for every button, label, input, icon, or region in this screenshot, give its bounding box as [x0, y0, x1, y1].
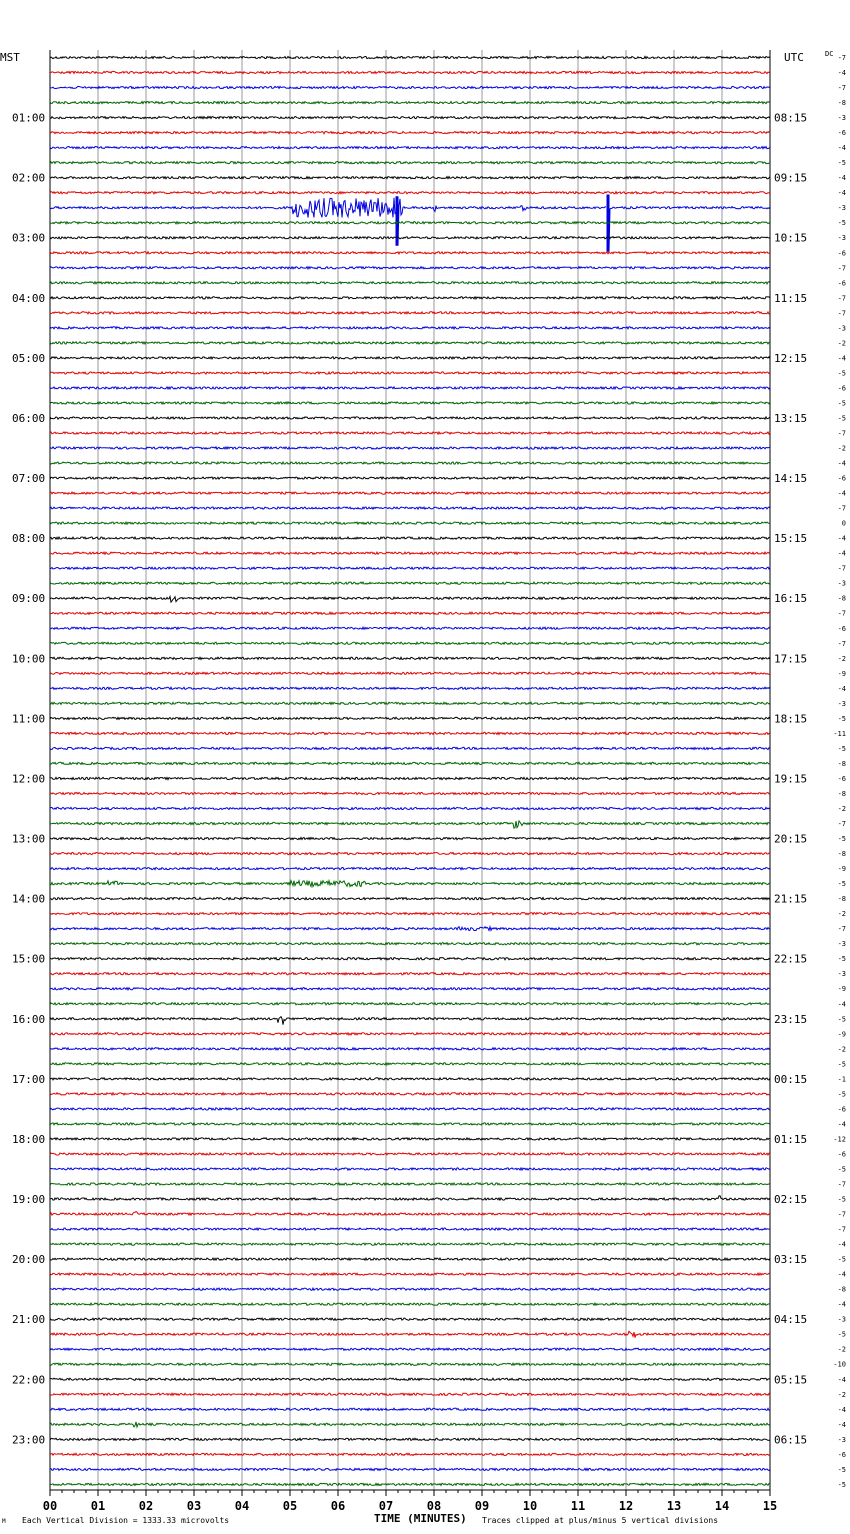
dc-offset-label: -3	[837, 1435, 846, 1444]
dc-offset-label: -5	[837, 369, 846, 378]
dc-offset-label: -7	[837, 639, 846, 648]
dc-offset-label: -7	[837, 820, 846, 829]
mst-label: MST	[0, 51, 20, 64]
dc-offset-label: -2	[837, 805, 846, 813]
utc-hour-label: 02:15	[774, 1193, 808, 1207]
mst-hour-label: 04:00	[12, 291, 46, 305]
dc-offset-label: -5	[837, 1165, 846, 1174]
utc-hour-label: 01:15	[774, 1132, 808, 1146]
dc-offset-label: -5	[837, 1480, 846, 1489]
dc-offset-label: -8	[837, 789, 846, 798]
dc-offset-label: -4	[837, 684, 846, 693]
utc-label: UTC	[784, 51, 804, 64]
dc-offset-label: -4	[837, 549, 846, 558]
mst-hour-label: 20:00	[12, 1253, 46, 1267]
dc-offset-label: -2	[837, 1390, 846, 1399]
mst-hour-label: 16:00	[12, 1012, 46, 1026]
dc-offset-label: -7	[837, 925, 846, 934]
utc-hour-label: 06:15	[774, 1433, 808, 1447]
dc-offset-label: -3	[837, 579, 846, 588]
dc-offset-label: -5	[837, 159, 846, 168]
utc-hour-label: 08:15	[774, 111, 808, 125]
dc-offset-label: -1	[837, 1075, 846, 1084]
utc-hour-label: 14:15	[774, 472, 808, 486]
mst-hour-label: 17:00	[12, 1072, 46, 1086]
utc-hour-label: 21:15	[774, 892, 808, 906]
x-tick-label: 12	[618, 1499, 634, 1513]
dc-offset-label: -4	[837, 1375, 846, 1384]
dc-offset-label: -3	[837, 204, 846, 213]
dc-offset-label: -5	[837, 1060, 846, 1069]
dc-offset-label: -5	[837, 880, 846, 889]
dc-offset-label: -4	[837, 1420, 846, 1429]
dc-label: DC	[825, 50, 834, 58]
dc-offset-label: -7	[837, 1180, 846, 1189]
dc-offset-label: -5	[837, 219, 846, 228]
mst-hour-label: 18:00	[12, 1132, 46, 1146]
x-tick-label: 00	[42, 1499, 58, 1513]
dc-offset-label: -2	[837, 1345, 846, 1354]
dc-offset-label: -4	[837, 1000, 846, 1009]
utc-hour-label: 05:15	[774, 1373, 808, 1387]
x-tick-label: 06	[330, 1499, 346, 1513]
dc-offset-label: -7	[837, 609, 846, 618]
mst-hour-label: 21:00	[12, 1313, 46, 1327]
dc-offset-label: -4	[837, 174, 846, 183]
x-tick-label: 11	[570, 1499, 586, 1513]
dc-offset-label: -9	[837, 669, 846, 678]
utc-hour-label: 04:15	[774, 1313, 808, 1327]
dc-offset-label: -6	[837, 474, 846, 483]
dc-offset-label: -10	[833, 1360, 846, 1369]
mst-hour-label: 03:00	[12, 231, 46, 245]
mst-hour-label: 14:00	[12, 892, 46, 906]
dc-offset-label: -2	[837, 910, 846, 919]
dc-offset-label: -11	[833, 729, 846, 738]
mst-hour-label: 19:00	[12, 1193, 46, 1207]
dc-offset-label: -5	[837, 1090, 846, 1099]
dc-offset-label: -8	[837, 594, 846, 603]
utc-hour-label: 18:15	[774, 712, 808, 726]
dc-offset-label: -3	[837, 324, 846, 333]
dc-offset-label: -4	[837, 1300, 846, 1309]
dc-offset-label: 0	[841, 519, 846, 528]
x-tick-label: 02	[138, 1499, 154, 1513]
mst-hour-label: 13:00	[12, 832, 46, 846]
dc-offset-label: -4	[837, 534, 846, 543]
x-tick-label: 10	[522, 1499, 538, 1513]
dc-offset-label: -9	[837, 985, 846, 994]
mst-hour-label: 23:00	[12, 1433, 46, 1447]
dc-offset-label: -2	[837, 654, 846, 663]
utc-hour-label: 23:15	[774, 1012, 808, 1026]
utc-hour-label: 16:15	[774, 592, 808, 606]
dc-offset-label: -3	[837, 699, 846, 708]
x-tick-label: 04	[234, 1499, 250, 1513]
dc-offset-label: -6	[837, 1150, 846, 1159]
dc-offset-label: -4	[837, 69, 846, 78]
dc-offset-label: -4	[837, 459, 846, 468]
mst-hour-label: 08:00	[12, 532, 46, 546]
utc-hour-label: 10:15	[774, 231, 808, 245]
utc-hour-label: 22:15	[774, 952, 808, 966]
dc-offset-label: -3	[837, 114, 846, 123]
x-tick-label: 08	[426, 1499, 442, 1513]
dc-offset-label: -2	[837, 1045, 846, 1054]
utc-hour-label: 11:15	[774, 291, 808, 305]
dc-offset-label: -8	[837, 99, 846, 108]
utc-hour-label: 03:15	[774, 1253, 808, 1267]
dc-offset-label: -7	[837, 504, 846, 513]
dc-offset-label: -5	[837, 835, 846, 844]
x-tick-label: 13	[666, 1499, 682, 1513]
dc-offset-label: -6	[837, 129, 846, 138]
dc-offset-label: -4	[837, 1270, 846, 1279]
corner-mark: M	[2, 1518, 6, 1525]
dc-offset-label: -5	[837, 744, 846, 753]
mst-hour-label: 15:00	[12, 952, 46, 966]
utc-hour-label: 19:15	[774, 772, 808, 786]
mst-hour-label: 06:00	[12, 411, 46, 425]
dc-offset-label: -8	[837, 759, 846, 768]
utc-hour-label: 15:15	[774, 532, 808, 546]
dc-offset-label: -7	[837, 564, 846, 573]
mst-hour-label: 10:00	[12, 652, 46, 666]
mst-hour-label: 09:00	[12, 592, 46, 606]
utc-hour-label: 17:15	[774, 652, 808, 666]
x-tick-label: 07	[378, 1499, 394, 1513]
mst-hour-label: 07:00	[12, 472, 46, 486]
dc-offset-label: -7	[837, 264, 846, 273]
dc-offset-label: -7	[837, 1210, 846, 1219]
dc-offset-label: -5	[837, 955, 846, 964]
dc-offset-label: -4	[837, 354, 846, 363]
dc-offset-label: -6	[837, 774, 846, 783]
dc-offset-label: -5	[837, 1195, 846, 1204]
x-tick-label: 14	[714, 1499, 730, 1513]
dc-offset-label: -6	[837, 624, 846, 633]
dc-offset-label: -8	[837, 1285, 846, 1294]
x-tick-label: 03	[186, 1499, 202, 1513]
utc-hour-label: 20:15	[774, 832, 808, 846]
dc-offset-label: -3	[837, 1315, 846, 1324]
dc-offset-label: -7	[837, 294, 846, 303]
dc-offset-label: -7	[837, 84, 846, 93]
dc-offset-label: -5	[837, 1015, 846, 1024]
dc-offset-label: -4	[837, 489, 846, 498]
mst-hour-label: 05:00	[12, 351, 46, 365]
dc-offset-label: -5	[837, 1465, 846, 1474]
dc-offset-label: -7	[837, 54, 846, 62]
dc-offset-label: -9	[837, 1030, 846, 1039]
mst-hour-label: 22:00	[12, 1373, 46, 1387]
utc-hour-label: 00:15	[774, 1072, 808, 1086]
dc-offset-label: -6	[837, 384, 846, 393]
x-tick-label: 05	[282, 1499, 298, 1513]
dc-offset-label: -7	[837, 1225, 846, 1234]
dc-offset-label: -4	[837, 189, 846, 198]
dc-offset-label: -4	[837, 144, 846, 153]
dc-offset-label: -7	[837, 309, 846, 318]
dc-offset-label: -2	[837, 339, 846, 348]
dc-offset-label: -8	[837, 895, 846, 904]
dc-offset-label: -9	[837, 865, 846, 874]
dc-offset-label: -5	[837, 1330, 846, 1339]
dc-offset-label: -4	[837, 1120, 846, 1129]
utc-hour-label: 09:15	[774, 171, 808, 185]
dc-offset-label: -12	[833, 1135, 846, 1144]
dc-offset-label: -6	[837, 249, 846, 258]
dc-offset-label: -6	[837, 1450, 846, 1459]
dc-offset-label: -3	[837, 970, 846, 979]
dc-offset-label: -4	[837, 1405, 846, 1414]
mst-hour-label: 11:00	[12, 712, 46, 726]
dc-offset-label: -6	[837, 279, 846, 288]
dc-offset-label: -4	[837, 1240, 846, 1249]
mst-hour-label: 12:00	[12, 772, 46, 786]
x-tick-label: 15	[762, 1499, 778, 1513]
utc-hour-label: 12:15	[774, 351, 808, 365]
dc-offset-label: -5	[837, 1255, 846, 1264]
dc-offset-label: -5	[837, 414, 846, 423]
utc-hour-label: 13:15	[774, 411, 808, 425]
x-tick-label: 01	[90, 1499, 106, 1513]
dc-offset-label: -2	[837, 444, 846, 453]
dc-offset-label: -3	[837, 234, 846, 243]
dc-offset-label: -5	[837, 399, 846, 408]
dc-offset-label: -5	[837, 714, 846, 723]
x-axis-title: TIME (MINUTES)	[374, 1512, 467, 1525]
dc-offset-label: -6	[837, 1105, 846, 1114]
scale-note: Each Vertical Division = 1333.33 microvolts	[22, 1516, 230, 1525]
dc-offset-label: -8	[837, 850, 846, 859]
x-tick-label: 09	[474, 1499, 490, 1513]
dc-offset-label: -3	[837, 940, 846, 949]
mst-hour-label: 01:00	[12, 111, 46, 125]
dc-offset-label: -7	[837, 429, 846, 438]
clip-note: Traces clipped at plus/minus 5 vertical divisions	[482, 1516, 719, 1525]
mst-hour-label: 02:00	[12, 171, 46, 185]
